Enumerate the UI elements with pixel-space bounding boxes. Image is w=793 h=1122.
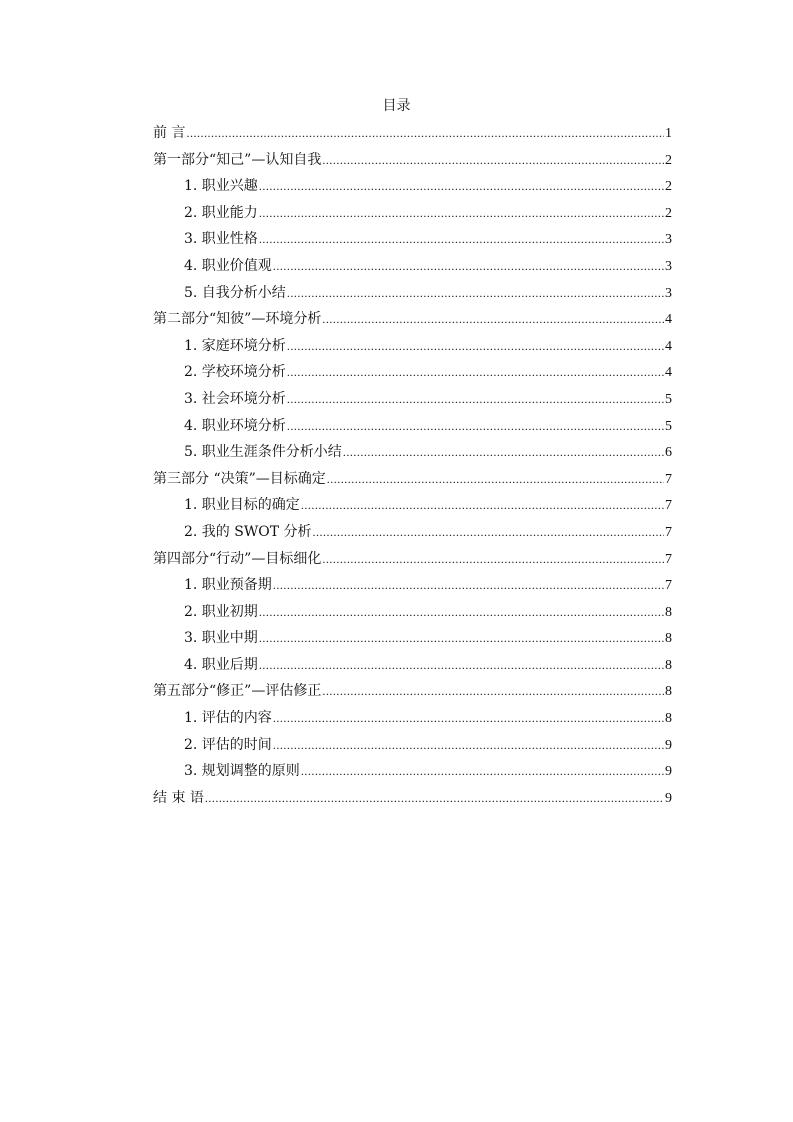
toc-entry-label: 1. 家庭环境分析 (184, 337, 286, 354)
toc-dot-leader (259, 226, 664, 253)
toc-entry-label: 2. 职业能力 (184, 204, 258, 221)
toc-entry-page-number: 7 (665, 578, 672, 594)
toc-dot-leader (322, 678, 664, 705)
toc-dot-leader (273, 732, 664, 759)
toc-entry-label: 1. 评估的内容 (184, 710, 272, 727)
toc-entry[interactable] (153, 492, 672, 519)
toc-entry[interactable] (153, 572, 672, 599)
toc-entry-page-number: 2 (665, 205, 672, 221)
toc-dot-leader (205, 785, 664, 812)
toc-dot-leader (313, 519, 664, 546)
toc-entry[interactable] (153, 306, 672, 333)
toc-dot-leader (273, 572, 664, 599)
toc-entry[interactable] (153, 652, 672, 679)
toc-entry-page-number: 8 (665, 684, 672, 700)
toc-entry[interactable] (153, 200, 672, 227)
toc-entry-page-number: 7 (665, 471, 672, 487)
toc-entry[interactable] (153, 732, 672, 759)
toc-entry-label: 2. 评估的时间 (184, 736, 272, 753)
toc-entry-label: 第五部分“修正”—评估修正 (153, 683, 322, 700)
toc-entry[interactable] (153, 519, 672, 546)
toc-entry-page-number: 8 (665, 711, 672, 727)
toc-title: 目录 (382, 98, 411, 114)
toc-dot-leader (259, 599, 664, 626)
toc-entry-label: 第四部分“行动”—目标细化 (153, 550, 322, 567)
toc-entry[interactable] (153, 758, 672, 785)
toc-entry-label: 5. 职业生涯条件分析小结 (184, 444, 342, 461)
toc-entry[interactable] (153, 253, 672, 280)
toc-entry-label: 3. 规划调整的原则 (184, 763, 300, 780)
toc-dot-leader (343, 439, 664, 466)
toc-entry-page-number: 3 (665, 258, 672, 274)
toc-entry-label: 2. 学校环境分析 (184, 364, 286, 381)
toc-entry-label: 第一部分“知己”—认知自我 (153, 151, 322, 168)
toc-entry-page-number: 3 (665, 232, 672, 248)
toc-dot-leader (327, 466, 664, 493)
toc-entry[interactable] (153, 386, 672, 413)
toc-entry-label: 3. 职业中期 (184, 630, 258, 647)
toc-dot-leader (287, 413, 664, 440)
toc-entry-label: 3. 职业性格 (184, 231, 258, 248)
toc-entry-page-number: 9 (665, 764, 672, 780)
toc-entry-page-number: 5 (665, 418, 672, 434)
toc-dot-leader (301, 758, 664, 785)
toc-entry-label: 4. 职业后期 (184, 656, 258, 673)
toc-entry[interactable] (153, 546, 672, 573)
toc-entry-label: 5. 自我分析小结 (184, 284, 286, 301)
toc-entry[interactable] (153, 333, 672, 360)
toc-dot-leader (186, 120, 664, 147)
toc-entry-page-number: 4 (665, 312, 672, 328)
toc-entry[interactable] (153, 599, 672, 626)
toc-entry-label: 第二部分“知彼”—环境分析 (153, 311, 322, 328)
toc-entry-page-number: 9 (665, 790, 672, 806)
toc-dot-leader (259, 173, 664, 200)
toc-entry[interactable] (153, 625, 672, 652)
toc-dot-leader (287, 386, 664, 413)
toc-entry-label: 1. 职业兴趣 (184, 178, 258, 195)
toc-entry[interactable] (153, 678, 672, 705)
toc-entry-page-number: 5 (665, 391, 672, 407)
toc-entry-page-number: 2 (665, 152, 672, 168)
toc-dot-leader (287, 359, 664, 386)
toc-entry-label: 结 束 语 (153, 789, 204, 806)
toc-entry-label: 3. 社会环境分析 (184, 390, 286, 407)
toc-entry[interactable] (153, 226, 672, 253)
toc-entry-label: 第三部分 “决策”—目标确定 (153, 470, 326, 487)
toc-entry[interactable] (153, 705, 672, 732)
toc-dot-leader (322, 147, 664, 174)
toc-dot-leader (259, 625, 664, 652)
toc-entry-page-number: 3 (665, 285, 672, 301)
table-of-contents (153, 120, 672, 811)
toc-entry[interactable] (153, 439, 672, 466)
toc-entry-page-number: 9 (665, 737, 672, 753)
toc-entry-page-number: 2 (665, 179, 672, 195)
toc-dot-leader (273, 705, 664, 732)
toc-entry[interactable] (153, 173, 672, 200)
toc-entry[interactable] (153, 785, 672, 812)
toc-entry[interactable] (153, 120, 672, 147)
toc-entry[interactable] (153, 359, 672, 386)
toc-dot-leader (273, 253, 664, 280)
toc-entry-label: 4. 职业价值观 (184, 257, 272, 274)
toc-entry-page-number: 8 (665, 657, 672, 673)
toc-entry-label: 2. 我的 SWOT 分析 (184, 523, 312, 540)
toc-entry-label: 1. 职业预备期 (184, 577, 272, 594)
toc-dot-leader (259, 652, 664, 679)
toc-entry-page-number: 1 (665, 126, 672, 141)
toc-entry[interactable] (153, 413, 672, 440)
toc-dot-leader (287, 333, 664, 360)
toc-entry-page-number: 7 (665, 498, 672, 514)
toc-entry-page-number: 8 (665, 604, 672, 620)
toc-entry-label: 4. 职业环境分析 (184, 417, 286, 434)
toc-dot-leader (301, 492, 664, 519)
toc-dot-leader (259, 200, 664, 227)
toc-entry-page-number: 6 (665, 445, 672, 461)
toc-entry-page-number: 7 (665, 551, 672, 567)
toc-entry[interactable] (153, 280, 672, 307)
toc-dot-leader (322, 546, 664, 573)
toc-entry[interactable] (153, 466, 672, 493)
toc-entry[interactable] (153, 147, 672, 174)
toc-entry-label: 前 言 (153, 125, 186, 141)
toc-entry-label: 2. 职业初期 (184, 603, 258, 620)
toc-dot-leader (287, 280, 664, 307)
toc-entry-label: 1. 职业目标的确定 (184, 497, 300, 514)
toc-entry-page-number: 8 (665, 631, 672, 647)
toc-entry-page-number: 7 (665, 524, 672, 540)
toc-entry-page-number: 4 (665, 338, 672, 354)
toc-entry-page-number: 4 (665, 365, 672, 381)
toc-dot-leader (322, 306, 664, 333)
